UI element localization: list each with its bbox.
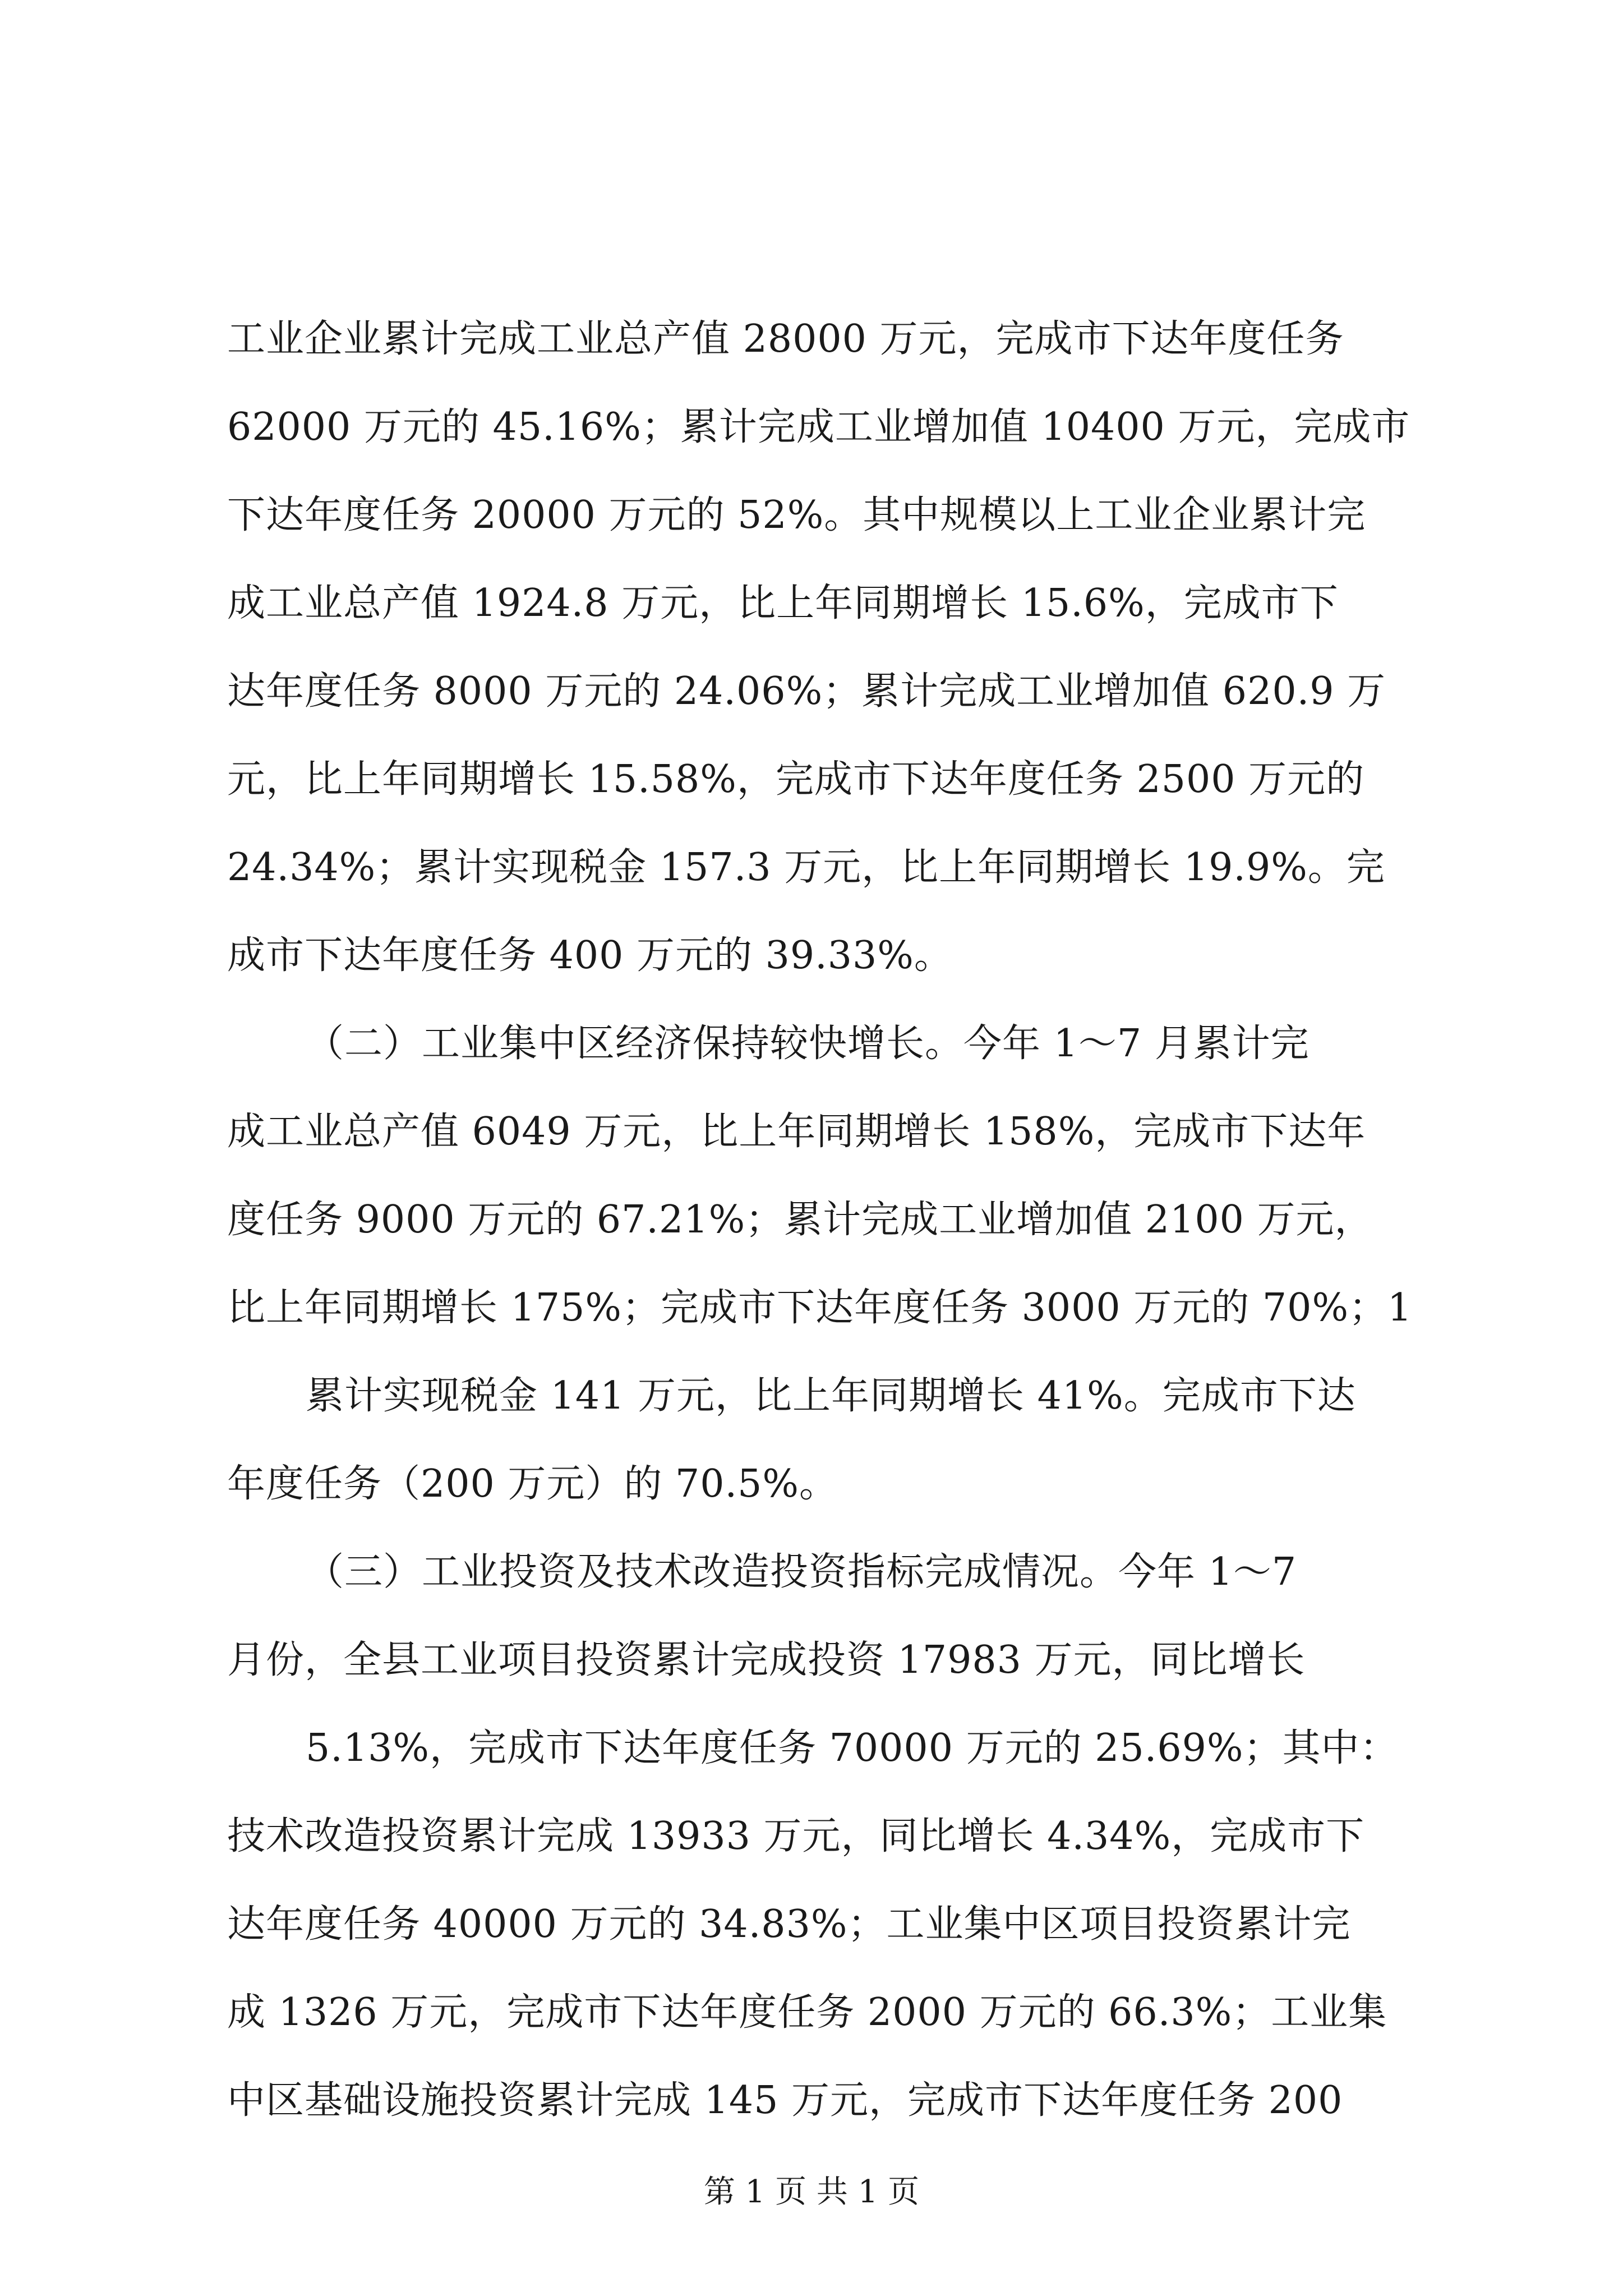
section-heading-line: （二）工业集中区经济保持较快增长。今年 1～7 月累计完 [306, 1022, 1310, 1066]
body-text-line: 达年度任务 8000 万元的 24.06%；累计完成工业增加值 620.9 万 [227, 669, 1386, 714]
body-text-line: 达年度任务 40000 万元的 34.83%；工业集中区项目投资累计完 [227, 1902, 1351, 1947]
body-text-line: 累计实现税金 141 万元，比上年同期增长 41%。完成市下达 [306, 1374, 1356, 1418]
body-text-line: 下达年度任务 20000 万元的 52%。其中规模以上工业企业累计完 [227, 493, 1366, 537]
body-text-line: 工业企业累计完成工业总产值 28000 万元，完成市下达年度任务 [227, 317, 1344, 361]
section-heading-line: （三）工业投资及技术改造投资指标完成情况。今年 1～7 [306, 1550, 1297, 1594]
page-number-footer: 第 1 页 共 1 页 [703, 2174, 920, 2210]
body-text-line: 度任务 9000 万元的 67.21%；累计完成工业增加值 2100 万元， [227, 1198, 1373, 1242]
body-text-line: 比上年同期增长 175%；完成市下达年度任务 3000 万元的 70%；1 [227, 1286, 1413, 1330]
body-text-line: 成市下达年度任务 400 万元的 39.33%。 [227, 933, 953, 978]
body-text-line: 成工业总产值 6049 万元，比上年同期增长 158%，完成市下达年 [227, 1110, 1366, 1154]
body-text-line: 中区基础设施投资累计完成 145 万元，完成市下达年度任务 200 [227, 2078, 1343, 2123]
body-text-line: 24.34%；累计实现税金 157.3 万元，比上年同期增长 19.9%。完 [227, 845, 1385, 890]
body-text-line: 年度任务（200 万元）的 70.5%。 [227, 1462, 838, 1506]
body-text-line: 62000 万元的 45.16%；累计完成工业增加值 10400 万元，完成市 [227, 405, 1410, 449]
body-text-line: 成工业总产值 1924.8 万元，比上年同期增长 15.6%，完成市下 [227, 581, 1339, 625]
body-text-line: 元，比上年同期增长 15.58%，完成市下达年度任务 2500 万元的 [227, 757, 1365, 802]
body-text-line: 技术改造投资累计完成 13933 万元，同比增长 4.34%，完成市下 [227, 1814, 1365, 1858]
body-text-line: 月份，全县工业项目投资累计完成投资 17983 万元，同比增长 [227, 1638, 1306, 1682]
body-text-line: 5.13%，完成市下达年度任务 70000 万元的 25.69%；其中： [306, 1726, 1399, 1770]
body-text-line: 成 1326 万元，完成市下达年度任务 2000 万元的 66.3%；工业集 [227, 1990, 1387, 2035]
